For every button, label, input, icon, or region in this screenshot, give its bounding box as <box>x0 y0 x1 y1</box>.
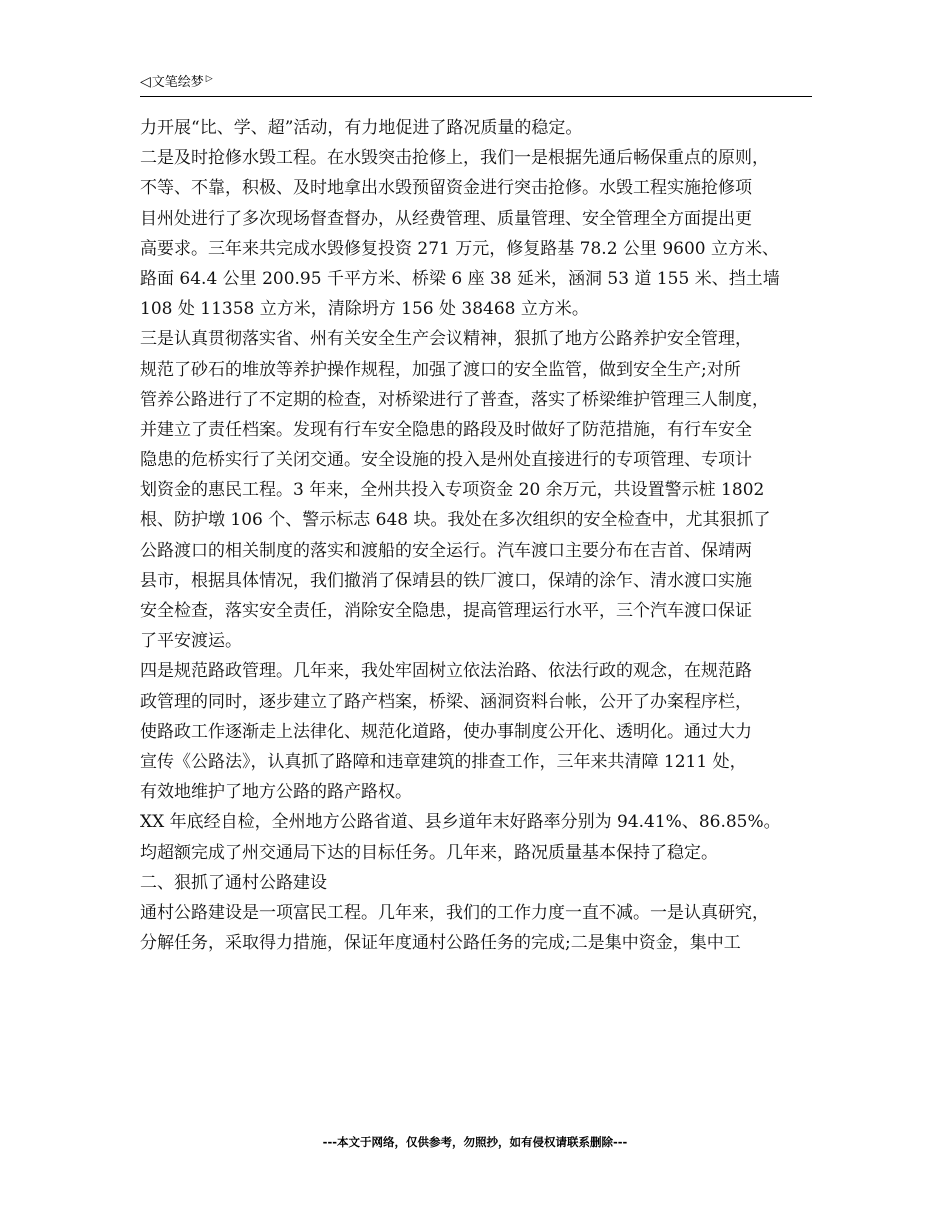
text-line: 公路渡口的相关制度的落实和渡船的安全运行。汽车渡口主要分布在吉首、保靖两 <box>140 540 752 561</box>
text-line: 不等、不靠，积极、及时地拿出水毁预留资金进行突击抢修。水毁工程实施抢修项 <box>140 178 752 199</box>
text-line: 隐患的危桥实行了关闭交通。安全设施的投入是州处直接进行的专项管理、专项计 <box>140 450 752 471</box>
text-line: 路面 64.4 公里 200.95 千平方米、桥梁 6 座 38 延米，涵洞 53 道 155 米、挡土墙 <box>140 268 780 289</box>
brand-title: 文笔绘梦 <box>151 75 204 90</box>
page-header <box>140 72 812 97</box>
text-line: 四是规范路政管理。几年来，我处牢固树立依法治路、依法行政的观念，在规范路 <box>140 661 752 682</box>
text-line: 二是及时抢修水毁工程。在水毁突击抢修上，我们一是根据先通后畅保重点的原则， <box>140 148 769 169</box>
text-line: 分解任务，采取得力措施，保证年度通村公路任务的完成;二是集中资金，集中工 <box>140 933 741 954</box>
text-line: 目州处进行了多次现场督查督办，从经费管理、质量管理、安全管理全方面提出更 <box>140 208 752 229</box>
text-line: 使路政工作逐渐走上法律化、规范化道路，使办事制度公开化、透明化。通过大力 <box>140 721 752 742</box>
text-line: 政管理的同时，逐步建立了路产档案，桥梁、涵洞资料台帐，公开了办案程序栏， <box>140 691 752 712</box>
text-line: 规范了砂石的堆放等养护操作规程，加强了渡口的安全监管，做到安全生产;对所 <box>140 359 741 380</box>
text-line: 安全检查，落实安全责任，消除安全隐患，提高管理运行水平，三个汽车渡口保证 <box>140 601 752 621</box>
text-line: 管养公路进行了不定期的检查，对桥梁进行了普查，落实了桥梁维护管理三人制度， <box>140 389 769 410</box>
triangle-left-icon: ◁ <box>140 74 151 90</box>
text-line: 力开展“比、学、超”活动，有力地促进了路况质量的稳定。 <box>140 118 583 138</box>
triangle-right-icon: ▷ <box>205 74 213 84</box>
text-line: 高要求。三年来共完成水毁修复投资 271 万元，修复路基 78.2 公里 9600 立方米、 <box>140 238 779 259</box>
text-line: 108 处 11358 立方米，清除坍方 156 处 38468 立方米。 <box>140 299 589 320</box>
text-line: 县市，根据具体情况，我们撤消了保靖县的铁厂渡口，保靖的涂乍、清水渡口实施 <box>140 570 752 591</box>
section-heading: 二、狠抓了通村公路建设 <box>140 872 327 893</box>
text-line: 通村公路建设是一项富民工程。几年来，我们的工作力度一直不减。一是认真研究， <box>140 902 769 923</box>
text-line: 三是认真贯彻落实省、州有关安全生产会议精神，狠抓了地方公路养护安全管理， <box>140 329 752 350</box>
text-line: 根、防护墩 106 个、警示标志 648 块。我处在多次组织的安全检查中，尤其狠抓了 <box>140 510 771 531</box>
text-line: XX 年底经自检，全州地方公路省道、县乡道年末好路率分别为 94.41%、86.85%。 <box>140 812 781 833</box>
text-line: 并建立了责任档案。发现有行车安全隐患的路段及时做好了防范措施，有行车安全 <box>140 419 752 440</box>
header-brand <box>140 74 213 91</box>
text-line: 均超额完成了州交通局下达的目标任务。几年来，路况质量基本保持了稳定。 <box>140 842 718 863</box>
text-line: 划资金的惠民工程。3 年来，全州共投入专项资金 20 余万元，共设置警示桩 1802 <box>140 480 765 501</box>
text-line: 宣传《公路法》，认真抓了路障和违章建筑的排查工作，三年来共清障 1211 处， <box>140 751 747 772</box>
text-line: 有效地维护了地方公路的路产路权。 <box>140 782 412 803</box>
footer-notice: ---本文于网络，仅供参考，勿照抄，如有侵权请联系删除--- <box>322 1135 628 1149</box>
text-line: 了平安渡运。 <box>140 631 242 652</box>
document-body <box>140 113 830 958</box>
